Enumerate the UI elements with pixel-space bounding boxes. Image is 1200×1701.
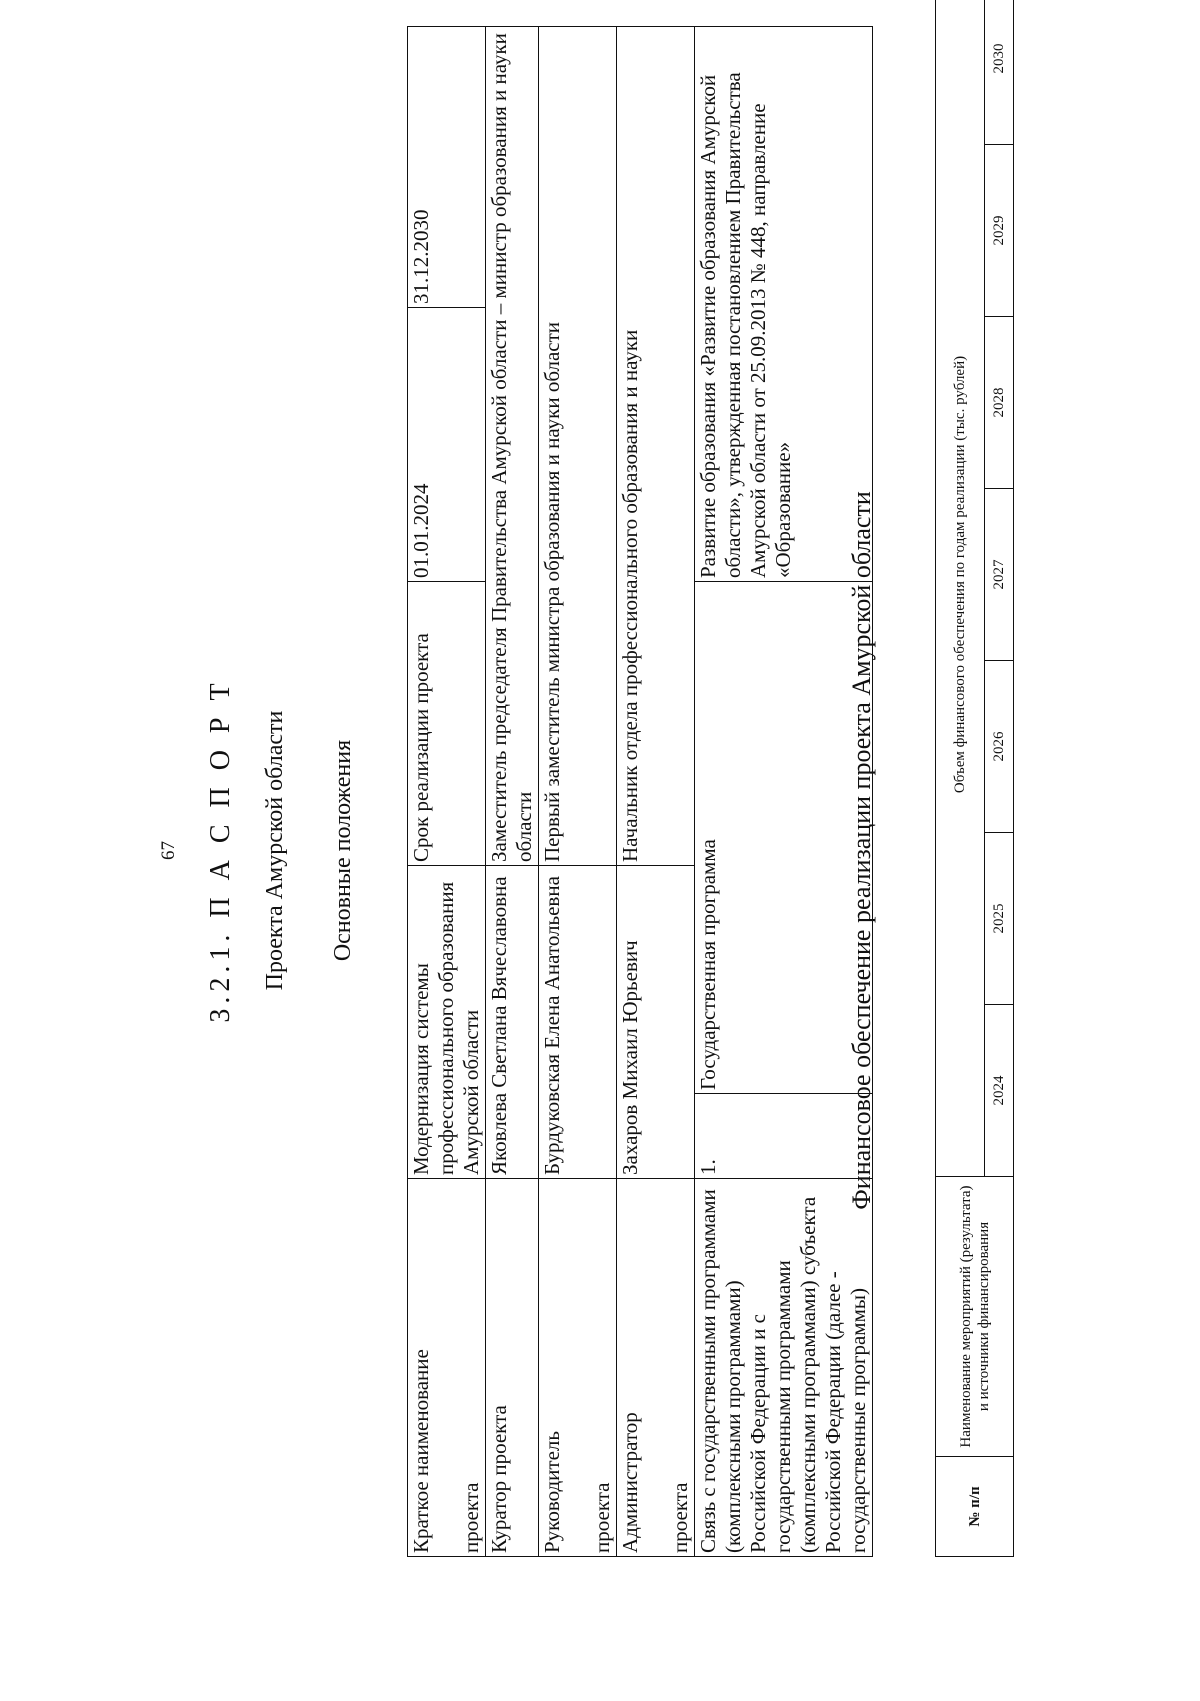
admin-name: Захаров Михаил Юрьевич [617, 866, 695, 1179]
admin-label-cell [617, 1179, 695, 1557]
year-header: 2026 [985, 661, 1014, 833]
head-label: Руководитель [540, 1431, 564, 1553]
short-name-value: Модернизация системы профессионального образования Амурской области [408, 866, 486, 1179]
head-position: Первый заместитель министра образования и науки области [539, 27, 617, 866]
admin-label-2: проекта [668, 1482, 692, 1553]
col-name-header: Наименование мероприятий (результата) и источники финансирования [936, 1177, 1014, 1457]
end-date: 31.12.2030 [408, 27, 486, 308]
finance-table [935, 0, 1014, 1557]
year-header: 2028 [985, 317, 1014, 489]
start-date: 01.01.2024 [408, 308, 486, 582]
document-subtitle: Проекта Амурской области [262, 710, 288, 991]
main-provisions-table [407, 26, 873, 1557]
year-header: 2029 [985, 145, 1014, 317]
year-header: 2024 [985, 1005, 1014, 1177]
table-row [695, 27, 873, 1557]
head-label-2: проекта [590, 1482, 614, 1553]
table-row [408, 27, 486, 1557]
finance-title: Финансовое обеспечение реализации проекта Амурской области [847, 491, 876, 1210]
curator-position: Заместитель председателя Правительства Амурской области – министр образования и науки области [486, 27, 539, 866]
admin-position: Начальник отдела профессионального образования и науки [617, 27, 695, 866]
year-header: 2030 [985, 0, 1014, 145]
section-title: Основные положения [330, 739, 356, 962]
col-years-header: Объем финансового обеспечения по годам реализации (тыс. рублей) [936, 0, 985, 1177]
table-row [486, 27, 539, 1557]
short-name-label-cell [408, 1179, 486, 1557]
link-number: 1. [695, 1094, 873, 1179]
admin-label: Администратор [618, 1412, 642, 1553]
link-value: Развитие образования «Развитие образования Амурской области», утвержденная постановлением Правительства Амурской области от 25.09.2013 № 448, направление «Образование» [695, 27, 873, 582]
short-name-label: Краткое наименование [409, 1349, 433, 1553]
link-type: Государственная программа [695, 582, 873, 1094]
head-label-cell [539, 1179, 617, 1557]
col-num-header: № п/п [936, 1457, 1014, 1557]
table-header-row [936, 0, 985, 1557]
term-label: Срок реализации проекта [408, 582, 486, 866]
page-number: 67 [158, 841, 179, 860]
document-title: 3.2.1. П А С П О Р Т [205, 678, 236, 1023]
curator-label: Куратор проекта [486, 1179, 539, 1557]
year-header: 2025 [985, 833, 1014, 1005]
table-row [539, 27, 617, 1557]
short-name-label-2: проекта [459, 1482, 483, 1553]
head-name: Бурдуковская Елена Анатольевна [539, 866, 617, 1179]
curator-name: Яковлева Светлана Вячеславовна [486, 866, 539, 1179]
link-label: Связь с государственными программами (комплексными программами) Российской Федерации и с государственными программами (комплексными программами) субъекта Российской Федерации (далее - государственные программы) [695, 1179, 873, 1557]
table-row [617, 27, 695, 1557]
year-header: 2027 [985, 489, 1014, 661]
